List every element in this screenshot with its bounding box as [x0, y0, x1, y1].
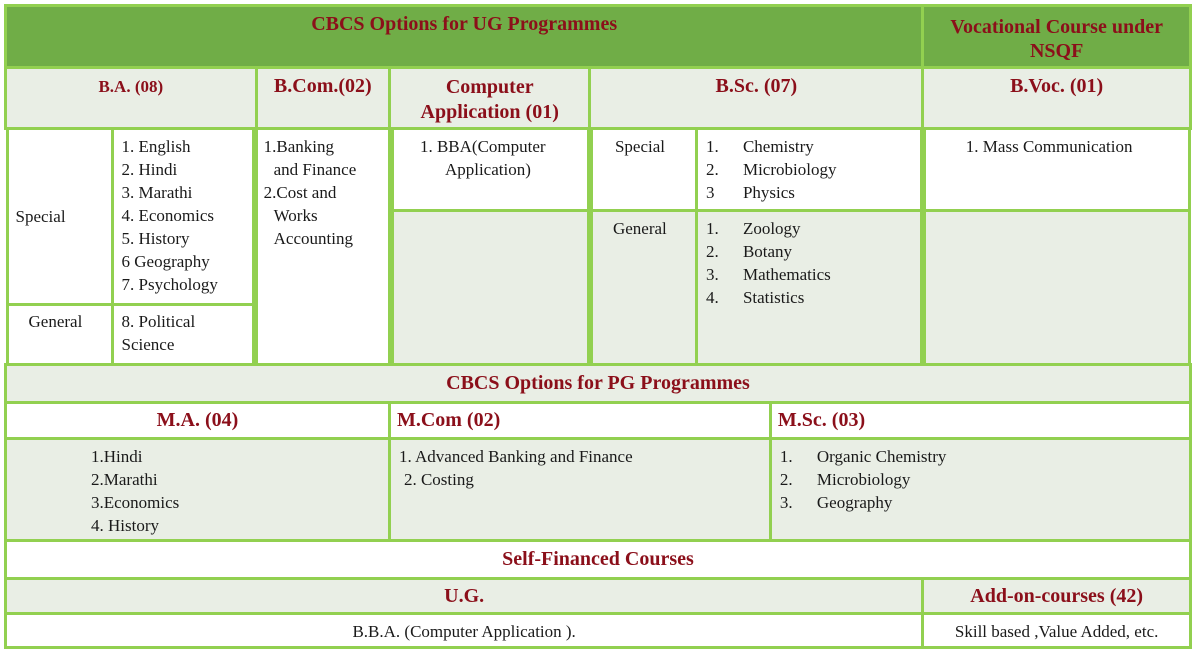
- ba-general-label-cell: [7, 304, 112, 363]
- ma-item: 3.Economics: [91, 493, 180, 512]
- pg-programmes-title: CBCS Options for PG Programmes: [446, 372, 750, 394]
- vocational-header: [923, 6, 1191, 68]
- bsc-special-item: [706, 158, 920, 181]
- bcom-item: Accounting: [273, 229, 353, 248]
- bvoc-title: B.Voc. (01): [1010, 75, 1104, 97]
- ba-special-item: 5. History: [121, 229, 190, 248]
- ug-sf-title: U.G.: [444, 585, 485, 607]
- ca-item: Application): [444, 160, 531, 179]
- bsc-general-num: 2.: [705, 241, 719, 261]
- bvoc-content: [923, 129, 1191, 365]
- ma-item: 4. History: [91, 516, 159, 535]
- ug-programmes-header: [6, 6, 923, 68]
- bcom-item: Works: [273, 206, 318, 225]
- self-financed-title: Self-Financed Courses: [502, 548, 694, 570]
- bsc-special-num: 2.: [705, 160, 719, 179]
- msc-text: Microbiology: [816, 470, 911, 489]
- bsc-nested-table: [590, 130, 923, 363]
- ba-special-item: 6 Geography: [121, 252, 210, 271]
- bsc-title: B.Sc. (07): [715, 75, 798, 97]
- bsc-general-num: 3.: [705, 264, 719, 284]
- ug-sf-content: [6, 614, 923, 648]
- ba-special-list: [112, 130, 253, 304]
- bsc-special-label: Special: [614, 137, 665, 156]
- bsc-general-label: General: [612, 218, 667, 238]
- computer-application-header: [389, 68, 590, 129]
- ba-special-item: 1. English: [121, 137, 191, 156]
- addon-title: Add-on-courses (42): [970, 585, 1144, 607]
- ma-header: [6, 403, 390, 439]
- ma-item: 1.Hindi: [91, 447, 143, 466]
- msc-num: 1.: [779, 447, 793, 466]
- ug-sf-item: B.B.A. (Computer Application ).: [352, 622, 576, 641]
- msc-num: 3.: [779, 493, 793, 512]
- bsc-general-text: Botany: [742, 241, 793, 261]
- ba-nested-table: [6, 130, 255, 363]
- self-financed-header: [6, 541, 1191, 579]
- ba-general-item: 8. Political: [121, 311, 196, 331]
- msc-item: [780, 468, 1189, 491]
- bsc-special-text: Chemistry: [742, 137, 814, 156]
- addon-header: [923, 579, 1191, 614]
- ma-item: 2.Marathi: [91, 470, 158, 489]
- ba-title: B.A. (08): [98, 77, 164, 96]
- bsc-special-text: Physics: [742, 183, 795, 202]
- bcom-title: B.Com.(02): [273, 75, 372, 97]
- ba-special-item: 2. Hindi: [121, 160, 178, 179]
- msc-title: M.Sc. (03): [777, 409, 866, 431]
- bsc-special-label-cell: [591, 130, 696, 210]
- bsc-special-list: [696, 130, 921, 210]
- msc-item: [780, 491, 1189, 514]
- msc-list: [770, 439, 1190, 541]
- mcom-item: 2. Costing: [403, 470, 474, 489]
- ba-special-item: 3. Marathi: [121, 183, 193, 202]
- ca-content: [389, 129, 590, 365]
- bsc-special-item: [706, 135, 920, 158]
- bsc-header: [590, 68, 923, 129]
- bsc-general-text: Mathematics: [742, 264, 831, 284]
- ba-special-label-cell: [7, 130, 112, 304]
- bsc-general-num: 1.: [705, 218, 719, 238]
- bcom-item: 2.Cost and: [263, 183, 337, 202]
- ca-nested-table: [391, 130, 590, 363]
- msc-text: Geography: [816, 493, 893, 512]
- ba-general-label: General: [28, 311, 83, 331]
- bsc-special-num: 3: [705, 183, 715, 202]
- bcom-item: and Finance: [273, 160, 357, 179]
- courses-table: [4, 4, 1192, 649]
- bsc-general-item: [706, 240, 920, 263]
- bvoc-header: [923, 68, 1191, 129]
- bvoc-nested-table: [923, 130, 1191, 363]
- bsc-general-list: [696, 210, 921, 363]
- mcom-header: [389, 403, 770, 439]
- ca-title-line1: Computer: [445, 76, 534, 98]
- mcom-title: M.Com (02): [396, 409, 501, 431]
- bsc-special-item: [706, 181, 920, 204]
- bsc-general-text: Statistics: [742, 287, 805, 307]
- ba-special-item: 7. Psychology: [121, 275, 218, 294]
- ba-general-list: [112, 304, 253, 363]
- ba-general-item: Science: [121, 334, 175, 354]
- bsc-general-text: Zoology: [742, 218, 801, 238]
- bsc-general-num: 4.: [705, 287, 719, 307]
- ba-special-label: Special: [15, 206, 66, 226]
- bsc-content: [590, 129, 923, 365]
- ca-empty-cell: [392, 210, 588, 363]
- ca-title-line2: Application (01): [420, 101, 559, 123]
- ug-sf-header: [6, 579, 923, 614]
- mcom-item: 1. Advanced Banking and Finance: [398, 447, 633, 466]
- ca-list: [392, 130, 588, 210]
- ca-item: 1. BBA(Computer: [419, 137, 546, 156]
- bvoc-empty-cell: [924, 210, 1189, 363]
- bcom-header: [256, 68, 389, 129]
- pg-programmes-header: [6, 365, 1191, 403]
- ba-header: [6, 68, 257, 129]
- msc-num: 2.: [779, 470, 793, 489]
- bcom-item: 1.Banking: [263, 137, 334, 156]
- msc-item: [780, 445, 1189, 468]
- bsc-general-item: [706, 286, 920, 309]
- ma-title: M.A. (04): [156, 409, 239, 431]
- bcom-list: [256, 129, 389, 365]
- bvoc-item: 1. Mass Communication: [965, 137, 1133, 156]
- addon-content: [923, 614, 1191, 648]
- bsc-general-label-cell: [591, 210, 696, 363]
- addon-item: Skill based ,Value Added, etc.: [954, 622, 1159, 641]
- bsc-special-num: 1.: [705, 137, 719, 156]
- msc-header: [770, 403, 1190, 439]
- vocational-title: Vocational Course under NSQF: [950, 16, 1163, 62]
- bsc-general-item: [706, 263, 920, 286]
- ma-list: [6, 439, 390, 541]
- bsc-general-item: [706, 217, 920, 240]
- ug-programmes-title: CBCS Options for UG Programmes: [311, 13, 618, 35]
- mcom-list: [389, 439, 770, 541]
- ba-special-item: 4. Economics: [121, 206, 215, 225]
- bsc-special-text: Microbiology: [742, 160, 837, 179]
- ba-content: [6, 129, 257, 365]
- msc-text: Organic Chemistry: [816, 447, 947, 466]
- bvoc-item-cell: [924, 130, 1189, 210]
